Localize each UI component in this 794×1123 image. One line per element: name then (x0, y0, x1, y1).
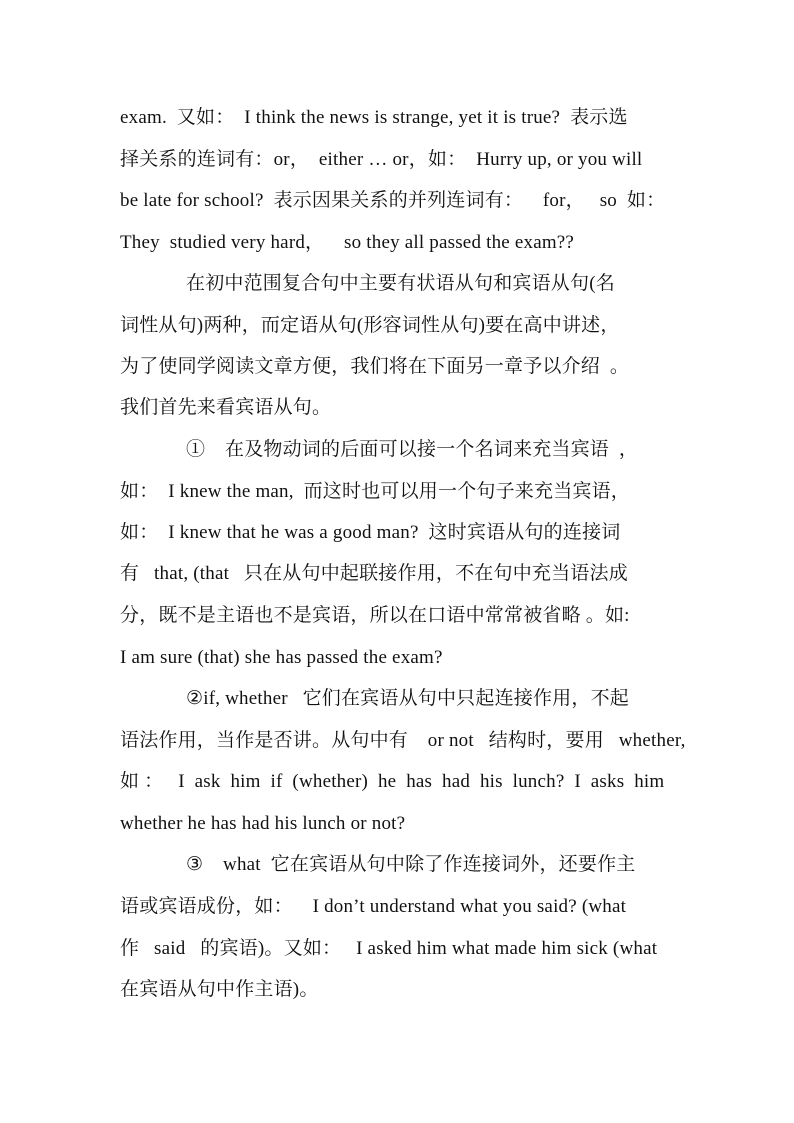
text-line: I am sure (that) she has passed the exam? (120, 647, 443, 668)
paragraph-first-line: 在初中范围复合句中主要有状语从句和宾语从句(名 (186, 273, 615, 294)
text-line: 如： I knew that he was a good man? 这时宾语从句的连接词 (120, 522, 621, 543)
text-line: 语法作用，当作是否讲。从句中有 or not 结构时，要用 whether, (120, 730, 686, 751)
paragraph-first-line: ③ what 它在宾语从句中除了作连接词外，还要作主 (186, 854, 636, 875)
text-line: 如： I knew the man, 而这时也可以用一个句子来充当宾语， (120, 481, 631, 502)
text-line: 择关系的连词有：or， either … or，如： Hurry up, or you will (120, 149, 643, 170)
text-line: They studied very hard， so they all passed the exam?? (120, 232, 575, 253)
text-line: 我们首先来看宾语从句。 (120, 397, 332, 418)
text-line: 作 said 的宾语)。又如： I asked him what made him sick (what (120, 938, 658, 959)
paragraph-first-line: ① 在及物动词的后面可以接一个名词来充当宾语 ， (186, 439, 639, 460)
text-line: exam. 又如： I think the news is strange, yet it is true? 表示选 (120, 107, 628, 128)
text-line: whether he has had his lunch or not? (120, 813, 406, 834)
text-line: be late for school? 表示因果关系的并列连词有： for， so 如： (120, 190, 666, 211)
text-line: 词性从句)两种，而定语从句(形容词性从句)要在高中讲述， (120, 315, 620, 336)
paragraph-first-line: ②if, whether 它们在宾语从句中只起连接作用，不起 (186, 688, 629, 709)
text-line: 分，既不是主语也不是宾语，所以在口语中常常被省略 。如: (120, 605, 630, 626)
text-line: 语或宾语成份，如： I don’t understand what you said? (what (120, 896, 627, 917)
text-line: 如 ： I ask him if (whether) he has had his lunch? I asks him (120, 771, 665, 792)
text-line: 在宾语从句中作主语)。 (120, 979, 319, 1000)
text-line: 有 that, (that 只在从句中起联接作用，不在句中充当语法成 (120, 563, 628, 584)
text-line: 为了使同学阅读文章方便，我们将在下面另一章予以介绍 。 (120, 356, 630, 377)
